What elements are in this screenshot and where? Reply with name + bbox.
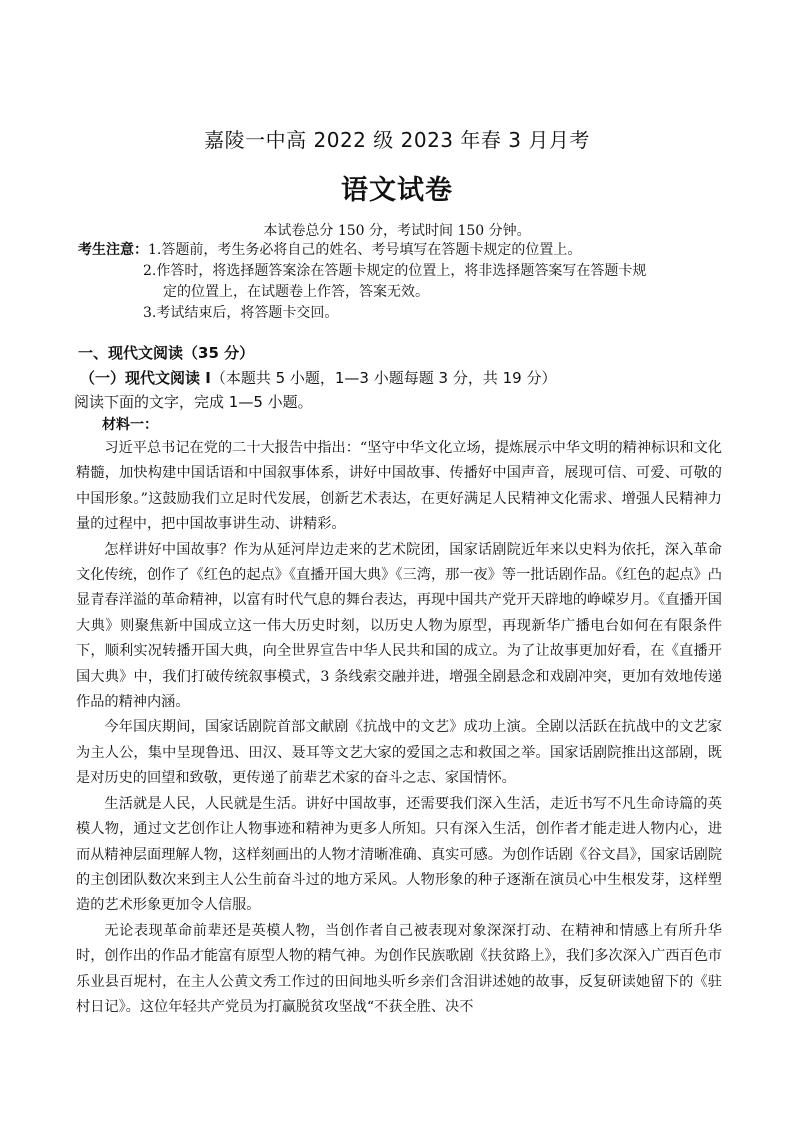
reading-passage bbox=[76, 436, 722, 1020]
notice-item-2-cont: 定的位置上，在试题卷上作答，答案无效。 bbox=[163, 284, 429, 300]
candidate-notice bbox=[78, 240, 728, 324]
exam-meta: 本试卷总分 150 分，考试时间 150 分钟。 bbox=[263, 223, 531, 239]
notice-item-3: 3.考试结束后，将答题卡交回。 bbox=[143, 305, 339, 321]
subsection-heading bbox=[80, 367, 556, 388]
exam-subject: 语文试卷 bbox=[341, 175, 453, 206]
passage-paragraph: 无论表现革命前辈还是英模人物，当创作者自己被表现对象深深打动、在精神和情感上有所升华时，创作出的作品才能富有原型人物的精气神。为创作民族歌剧《扶贫路上》，我们多次深入广西百色市乐业县百坭村，在主人公黄文秀工作过的田间地头听乡亲们含泪讲述她的故事，反复研读她留下的《驻村日记》。这位年轻共产党员为打赢脱贫攻坚战“不获全胜、决不 bbox=[76, 922, 722, 1015]
passage-paragraph: 生活就是人民，人民就是生活。讲好中国故事，还需要我们深入生活，走近书写不凡生命诗篇的英模人物，通过文艺创作让人物事迹和精神为更多人所知。只有深入生活，创作者才能走进人物内心，进而从精神层面理解人物，这样刻画出的人物才清晰准确、真实可感。为创作话剧《谷文昌》，国家话剧院的主创团队数次来到主人公生前奋斗过的地方采风。人物形象的种子逐渐在演员心中生根发芽，这样塑造的艺术形象更加令人信服。 bbox=[76, 795, 722, 914]
passage-paragraph: 怎样讲好中国故事？作为从延河岸边走来的艺术院团，国家话剧院近年来以史料为依托，深入革命文化传统，创作了《红色的起点》《直播开国大典》《三湾，那一夜》等一批话剧作品。《红色的起点》凸显青春洋溢的革命精神，以富有时代气息的舞台表达，再现中国共产党开天辟地的峥嵘岁月。《直播开国大典》则聚焦新中国成立这一伟大历史时刻，以历史人物为原型，再现新华广播电台如何在有限条件下，顺利实况转播开国大典，向全世界宣告中华人民共和国的成立。为了让故事更加好看，在《直播开国大典》中，我们打破传统叙事模式，3 条线索交融并进，增强全剧悬念和戏剧冲突，更加有效地传递作品的精神内涵。 bbox=[76, 541, 722, 711]
notice-label: 考生注意： bbox=[78, 242, 148, 258]
material-label: 材料一： bbox=[102, 417, 158, 433]
subsection-scoring: （本题共 5 小题，1—3 小题每题 3 分，共 19 分） bbox=[210, 369, 557, 387]
passage-paragraph: 习近平总书记在党的二十大报告中指出：“坚守中华文化立场，提炼展示中华文明的精神标识和文化精髓，加快构建中国话语和中国叙事体系，讲好中国故事、传播好中国声音，展现可信、可爱、可敬的中国形象。”这鼓励我们立足时代发展，创新艺术表达，在更好满足人民精神文化需求、增强人民精神力量的过程中，把中国故事讲生动、讲精彩。 bbox=[76, 440, 722, 533]
section-heading: 一、现代文阅读（35 分） bbox=[78, 344, 255, 362]
notice-item-1: 1.答题前，考生务必将自己的姓名、考号填写在答题卡规定的位置上。 bbox=[148, 242, 582, 258]
subsection-title: （一）现代文阅读 I bbox=[80, 369, 211, 387]
exam-title: 嘉陵一中高 2022 级 2023 年春 3 月月考 bbox=[204, 128, 590, 152]
notice-item-2: 2.作答时，将选择题答案涂在答题卡规定的位置上，将非选择题答案写在答题卡规 bbox=[143, 263, 647, 279]
passage-paragraph: 今年国庆期间，国家话剧院首部文献剧《抗战中的文艺》成功上演。全剧以活跃在抗战中的文艺家为主人公，集中呈现鲁迅、田汉、聂耳等文艺大家的爱国之志和救国之举。国家话剧院推出这部剧，既是对历史的回望和致敬，更传递了前辈艺术家的奋斗之志、家国情怀。 bbox=[76, 719, 722, 787]
reading-instruction: 阅读下面的文字，完成 1—5 小题。 bbox=[74, 393, 313, 411]
